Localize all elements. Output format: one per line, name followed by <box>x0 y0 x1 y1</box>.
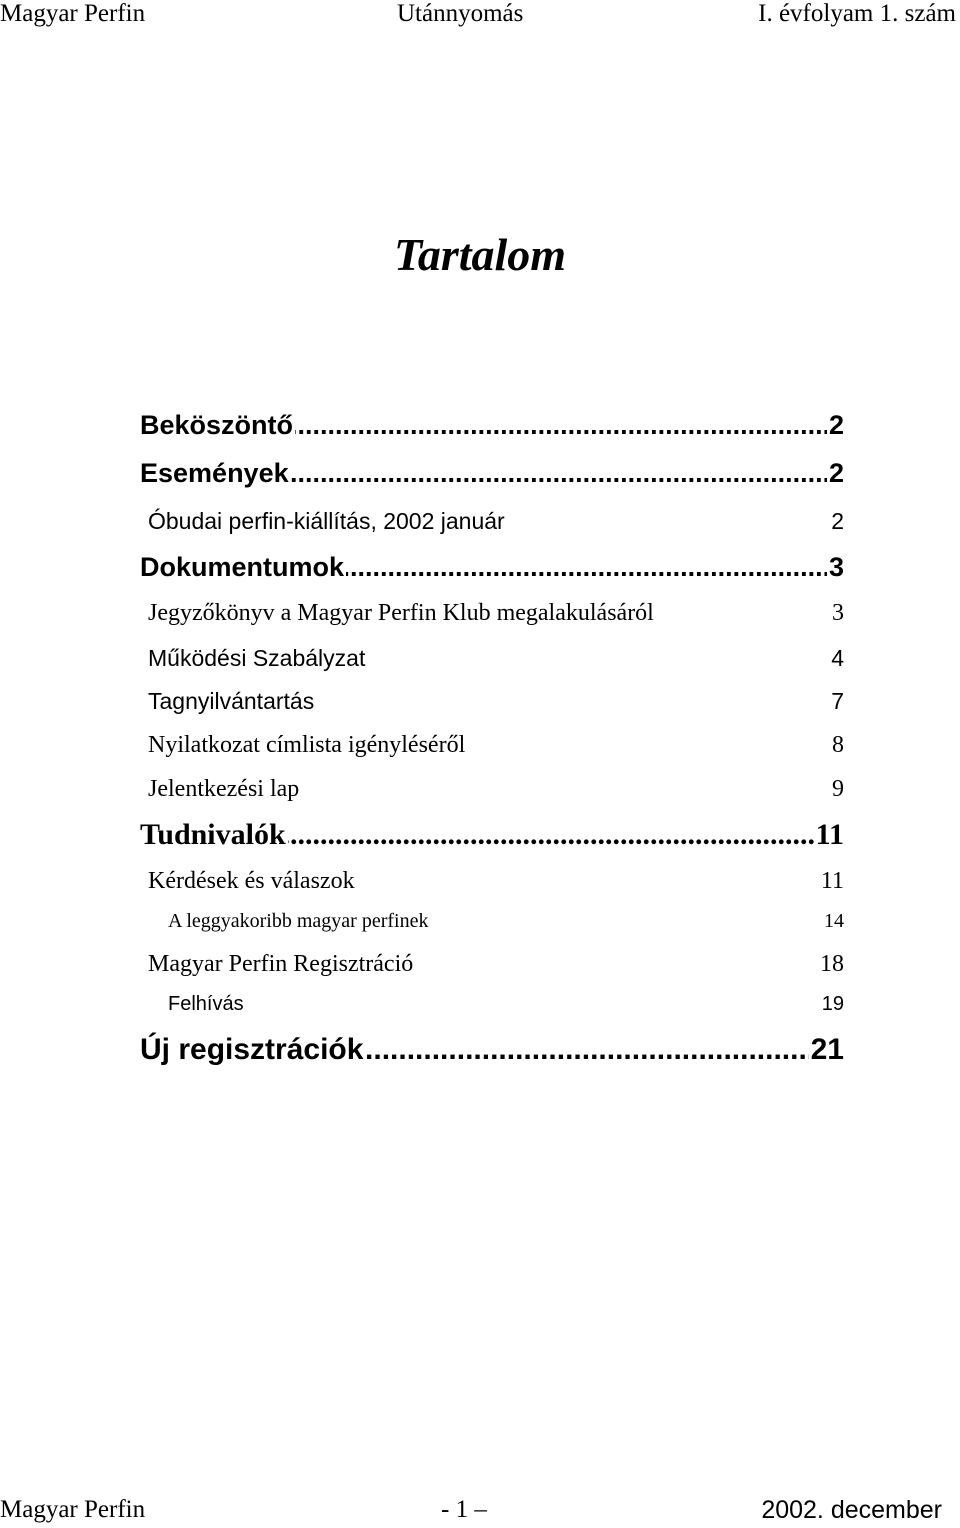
header-issue: I. évfolyam 1. szám <box>758 0 956 27</box>
toc-entry-page: 2 <box>828 458 844 488</box>
toc-entry-label: Magyar Perfin Regisztráció <box>148 951 414 977</box>
toc-entry-page: 7 <box>831 688 844 714</box>
toc-entry-label: Nyilatkozat címlista igényléséről <box>148 732 466 758</box>
toc-entry-page: 11 <box>815 818 844 851</box>
toc-entry-label: Óbudai perfin-kiállítás, 2002 január <box>148 508 505 534</box>
toc-entry-label: Működési Szabályzat <box>148 645 366 671</box>
toc-entry-label: A leggyakoribb magyar perfinek <box>168 910 429 932</box>
toc-entry-label: Új regisztrációk <box>140 1033 364 1066</box>
toc-entry-label: Tagnyilvántartás <box>148 688 315 714</box>
page-header <box>0 0 960 34</box>
toc-entry-page: 8 <box>832 732 844 758</box>
toc-entry-page: 4 <box>831 645 844 671</box>
toc-entry-page: 3 <box>832 600 844 626</box>
page-title: Tartalom <box>393 229 567 280</box>
footer-page-number: - 1 – <box>441 1496 487 1523</box>
toc-entry-page: 19 <box>821 993 844 1015</box>
toc-entry-page: 14 <box>824 910 844 932</box>
toc-entry-label: Tudnivalók <box>140 818 286 851</box>
toc-entry-label: Kérdések és válaszok <box>148 868 355 894</box>
toc-entry-label: Jegyzőkönyv a Magyar Perfin Klub megalakulásáról <box>148 600 654 626</box>
toc-entry-label: Jelentkezési lap <box>148 776 300 802</box>
footer-date: 2002. december <box>761 1496 942 1524</box>
toc-entry-page: 9 <box>832 776 844 802</box>
toc-entry-label: Felhívás <box>168 993 244 1015</box>
toc-entry-label: Beköszöntő <box>140 410 294 440</box>
header-publication: Magyar Perfin <box>0 0 146 27</box>
toc-entry-page: 2 <box>831 508 844 534</box>
toc-entry-page: 11 <box>820 868 844 894</box>
toc-entry-page: 3 <box>828 552 844 582</box>
toc-entry-page: 18 <box>820 951 844 977</box>
toc-entry-label: Események <box>140 458 289 488</box>
page-footer <box>0 1496 960 1528</box>
toc-entry-label: Dokumentumok <box>140 552 345 582</box>
footer-publication: Magyar Perfin <box>0 1496 146 1523</box>
header-section: Utánnyomás <box>397 0 524 27</box>
toc-entry-page: 2 <box>828 410 844 440</box>
toc-entry-page: 21 <box>810 1033 844 1066</box>
